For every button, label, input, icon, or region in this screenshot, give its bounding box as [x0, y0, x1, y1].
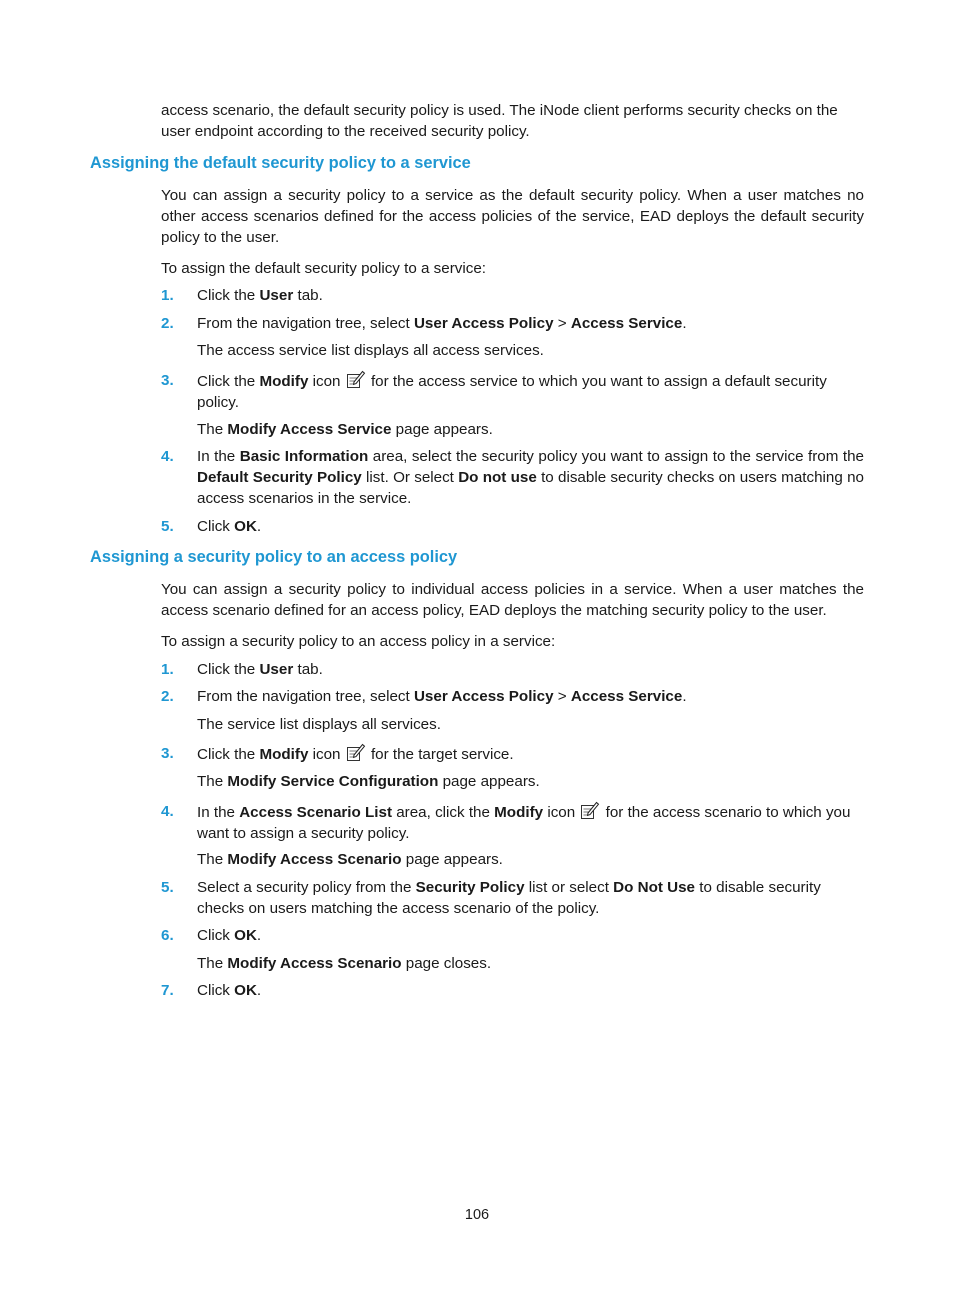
step-text: From the navigation tree, select User Access Policy > Access Service.	[197, 315, 687, 332]
step-number: 2.	[161, 315, 174, 332]
step-text: In the Basic Information area, select the security policy you want to assign to the service from the Default Security Policy list. Or select Do not use to disable security checks on users matching no access scenarios in the service.	[197, 448, 864, 507]
intro-paragraph: access scenario, the default security policy is used. The iNode client performs security checks on the user endpoint according to the received security policy.	[161, 102, 838, 140]
step-4-note: The Modify Access Scenario page appears.	[197, 851, 503, 868]
step-number: 4.	[161, 803, 174, 820]
step-text: Click the User tab.	[197, 661, 323, 678]
step-number: 5.	[161, 879, 174, 896]
page-number: 106	[464, 1207, 490, 1223]
step-number: 4.	[161, 448, 174, 465]
step-2-note: The access service list displays all access services.	[197, 342, 544, 359]
step-3-note: The Modify Service Configuration page appears.	[197, 773, 540, 790]
step-number: 1.	[161, 287, 174, 304]
section2-paragraph: You can assign a security policy to individual access policies in a service. When a user matches the access scenario defined for an access policy, EAD deploys the matching security policy to the user.	[161, 581, 864, 619]
step-2-note: The service list displays all services.	[197, 716, 441, 733]
step-number: 5.	[161, 518, 174, 535]
step-text: Click OK.	[197, 927, 262, 944]
step-number: 3.	[161, 745, 174, 762]
modify-icon	[346, 743, 366, 762]
step-number: 3.	[161, 372, 174, 389]
step-text: Click OK.	[197, 982, 262, 999]
step-number: 1.	[161, 661, 174, 678]
step-text: Select a security policy from the Security Policy list or select Do Not Use to disable security checks on users matching the access scenario of the policy.	[197, 879, 821, 917]
modify-icon	[580, 801, 600, 820]
step-text: Click the User tab.	[197, 287, 323, 304]
step-text: Click the Modify icon for the access service to which you want to assign a default security policy.	[197, 370, 864, 413]
section-heading-default-policy: Assigning the default security policy to a service	[90, 154, 471, 172]
section1-paragraph: You can assign a security policy to a service as the default security policy. When a user matches no other access scenarios defined for the access policies of the service, EAD deploys the default security policy to the user.	[161, 187, 864, 246]
section2-lead: To assign a security policy to an access policy in a service:	[161, 633, 556, 650]
step-number: 6.	[161, 927, 174, 944]
step-text: From the navigation tree, select User Access Policy > Access Service.	[197, 688, 687, 705]
step-text: Click OK.	[197, 518, 262, 535]
section-heading-access-policy: Assigning a security policy to an access policy	[90, 548, 458, 566]
step-number: 2.	[161, 688, 174, 705]
modify-icon	[346, 370, 366, 389]
step-text: In the Access Scenario List area, click the Modify icon for the access scenario to which you want to assign a security policy.	[197, 801, 864, 844]
step-number: 7.	[161, 982, 174, 999]
section1-lead: To assign the default security policy to a service:	[161, 260, 487, 277]
step-6-note: The Modify Access Scenario page closes.	[197, 955, 492, 972]
step-3-note: The Modify Access Service page appears.	[197, 421, 493, 438]
step-text: Click the Modify icon for the target service.	[197, 743, 864, 765]
